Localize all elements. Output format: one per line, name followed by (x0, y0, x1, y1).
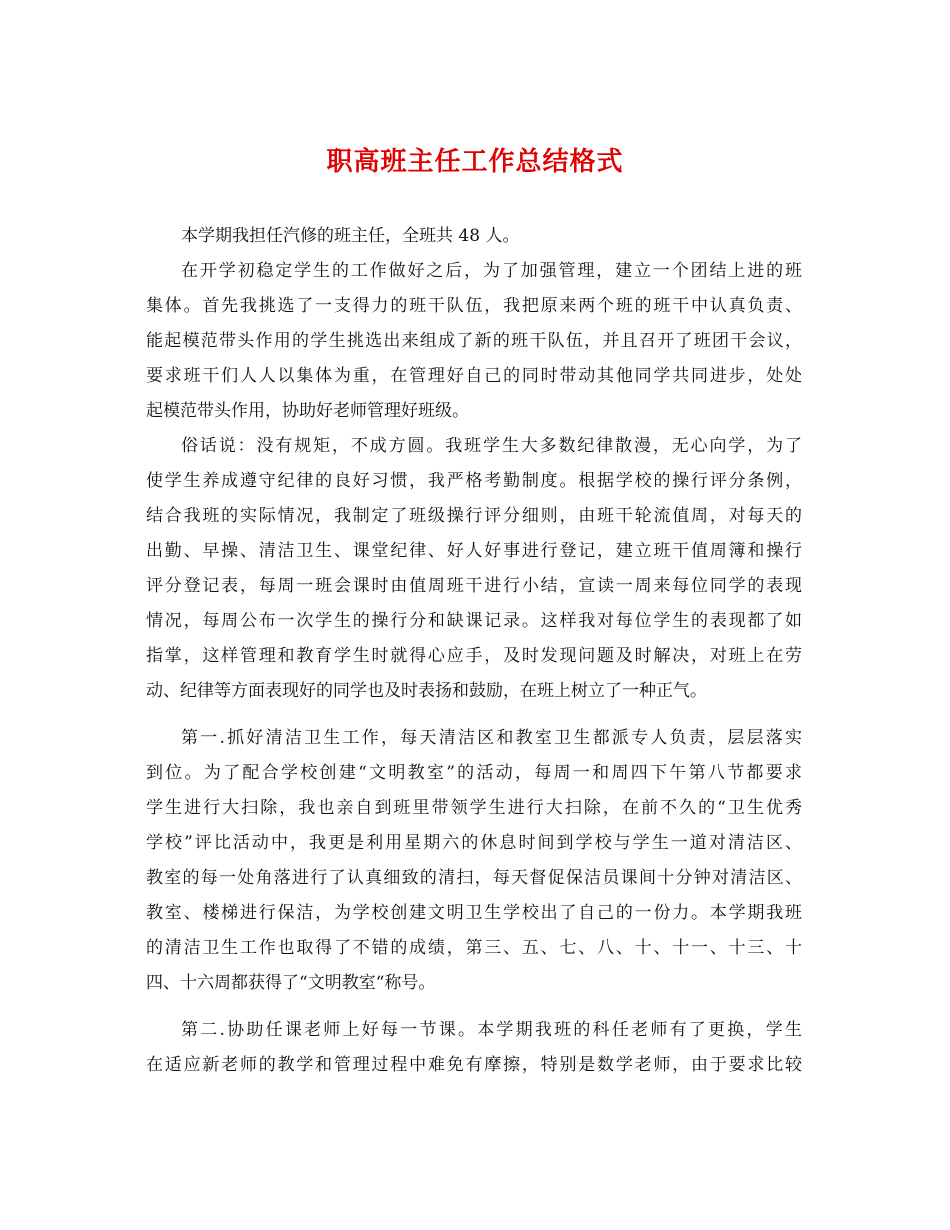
paragraph-line: 在适应新老师的教学和管理过程中难免有摩擦，特别是数学老师，由于要求比较 (146, 1055, 802, 1075)
paragraph-line: 学生进行大扫除，我也亲自到班里带领学生进行大扫除，在前不久的“卫生优秀 (146, 798, 802, 818)
paragraph-line: 本学期我担任汽修的班主任，全班共 48 人。 (181, 226, 520, 246)
paragraph-line: 出勤、早操、清洁卫生、课堂纪律、好人好事进行登记，建立班干值周簿和操行 (146, 541, 802, 561)
paragraph-line: 在开学初稳定学生的工作做好之后，为了加强管理，建立一个团结上进的班 (181, 261, 802, 281)
paragraph-line: 评分登记表，每周一班会课时由值周班干进行小结，宣读一周来每位同学的表现 (146, 576, 802, 596)
paragraph-line: 俗话说：没有规矩，不成方圆。我班学生大多数纪律散漫，无心向学，为了 (181, 436, 802, 456)
paragraph-line: 使学生养成遵守纪律的良好习惯，我严格考勤制度。根据学校的操行评分条例， (146, 471, 802, 491)
paragraph-line: 情况，每周公布一次学生的操行分和缺课记录。这样我对每位学生的表现都了如 (146, 611, 802, 631)
paragraph-line: 结合我班的实际情况，我制定了班级操行评分细则，由班干轮流值周，对每天的 (146, 506, 802, 526)
paragraph-line: 第二.协助任课老师上好每一节课。本学期我班的科任老师有了更换，学生 (181, 1020, 802, 1040)
paragraph-line: 能起模范带头作用的学生挑选出来组成了新的班干队伍，并且召开了班团干会议， (146, 331, 802, 351)
paragraph-line: 起模范带头作用，协助好老师管理好班级。 (146, 401, 469, 421)
paragraph-line: 四、十六周都获得了“文明教室“称号。 (146, 973, 436, 993)
paragraph-line: 集体。首先我挑选了一支得力的班干队伍，我把原来两个班的班干中认真负责、 (146, 296, 802, 316)
paragraph-line: 教室、楼梯进行保洁，为学校创建文明卫生学校出了自己的一份力。本学期我班 (146, 903, 802, 923)
paragraph-line: 要求班干们人人以集体为重，在管理好自己的同时带动其他同学共同进步，处处 (146, 366, 802, 386)
paragraph-line: 第一.抓好清洁卫生工作，每天清洁区和教室卫生都派专人负责，层层落实 (181, 728, 802, 748)
document-title: 职高班主任工作总结格式 (326, 147, 624, 177)
paragraph-line: 指掌，这样管理和教育学生时就得心应手，及时发现问题及时解决，对班上在劳 (146, 646, 802, 666)
paragraph-line: 到位。为了配合学校创建“文明教室”的活动，每周一和周四下午第八节都要求 (146, 763, 802, 783)
paragraph-line: 动、纪律等方面表现好的同学也及时表扬和鼓励，在班上树立了一种正气。 (146, 681, 707, 701)
paragraph-line: 学校”评比活动中，我更是利用星期六的休息时间到学校与学生一道对清洁区、 (146, 833, 802, 853)
paragraph-line: 的清洁卫生工作也取得了不错的成绩，第三、五、七、八、十、十一、十三、十 (146, 938, 802, 958)
paragraph-line: 教室的每一处角落进行了认真细致的清扫，每天督促保洁员课间十分钟对清洁区、 (146, 868, 802, 888)
